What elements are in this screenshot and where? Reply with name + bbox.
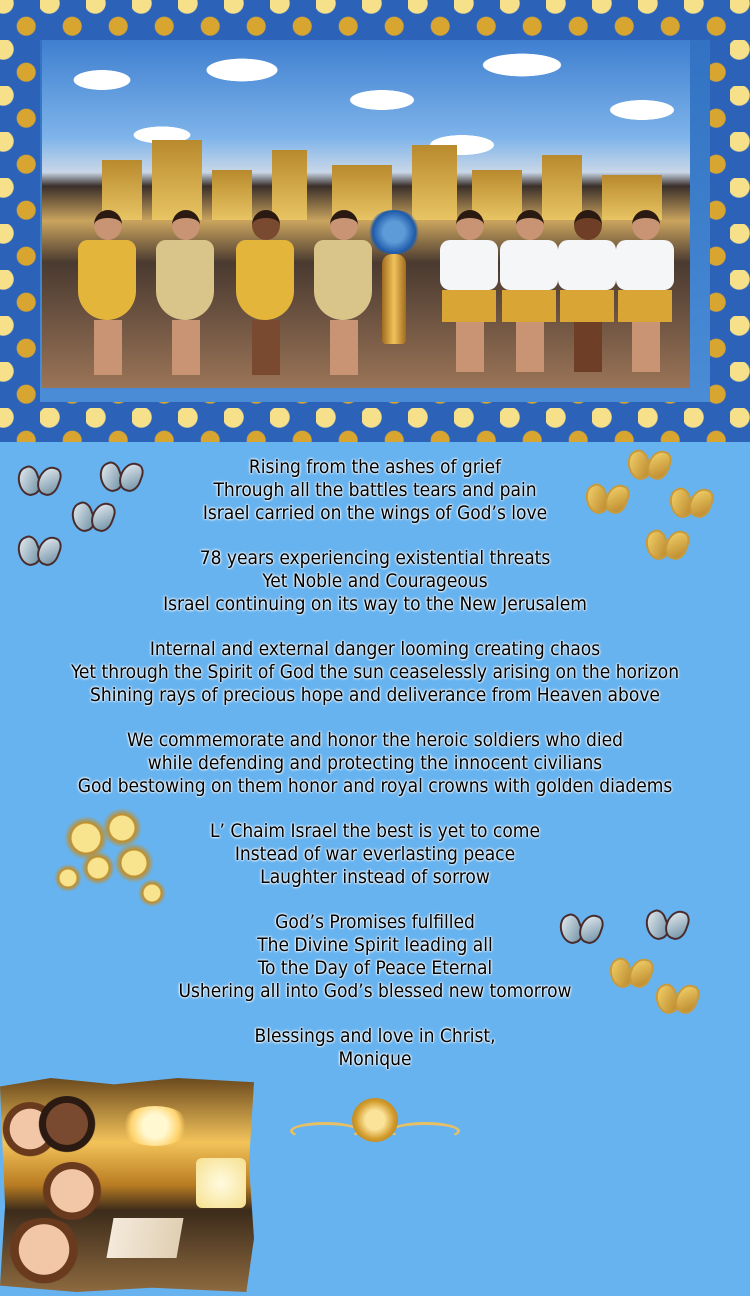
poem-line: Israel carried on the wings of God’s love (202, 502, 548, 524)
child-face (40, 1162, 104, 1226)
poem-line: Through all the battles tears and pain (213, 479, 537, 501)
children-sunset-collage (0, 1078, 254, 1292)
poem-line: Blessings and love in Christ, (254, 1025, 496, 1047)
gold-roses-frame (0, 0, 750, 442)
poem-line: To the Day of Peace Eternal (257, 957, 493, 979)
poem-line: Israel continuing on its way to the New Jerusalem (163, 593, 587, 615)
poem-line: The Divine Spirit leading all (257, 934, 493, 956)
poem-line: Ushering all into God’s blessed new tomorrow (178, 980, 572, 1002)
stanza (0, 456, 750, 525)
poem-line: L’ Chaim Israel the best is yet to come (210, 820, 540, 842)
hero-image (0, 0, 750, 442)
poem-line: Rising from the ashes of grief (248, 456, 502, 478)
poem-line: Instead of war everlasting peace (234, 843, 516, 865)
stanza (0, 911, 750, 1003)
author-name: Monique (338, 1048, 412, 1070)
child-face (36, 1096, 98, 1158)
stanza (0, 638, 750, 707)
poem-line: Yet through the Spirit of God the sun ceaselessly arising on the horizon (70, 661, 680, 683)
gold-rose-divider (290, 1094, 460, 1158)
child-face (4, 1218, 84, 1288)
poem-line: 78 years experiencing existential threats (199, 547, 551, 569)
poem (0, 456, 750, 1093)
poem-line: while defending and protecting the innocent civilians (147, 752, 603, 774)
signature (0, 1025, 750, 1071)
poem-line: God bestowing on them honor and royal crowns with golden diadems (77, 775, 673, 797)
stanza (0, 729, 750, 798)
sun-glow (120, 1106, 190, 1146)
lantern (196, 1158, 246, 1208)
poem-line: God’s Promises fulfilled (275, 911, 475, 933)
stanza (0, 820, 750, 889)
stanza (0, 547, 750, 616)
open-book (106, 1218, 183, 1258)
poem-line: We commemorate and honor the heroic soldiers who died (126, 729, 624, 751)
poem-line: Shining rays of precious hope and deliverance from Heaven above (90, 684, 660, 706)
poem-line: Laughter instead of sorrow (260, 866, 490, 888)
poem-line: Yet Noble and Courageous (262, 570, 488, 592)
poem-line: Internal and external danger looming creating chaos (149, 638, 601, 660)
